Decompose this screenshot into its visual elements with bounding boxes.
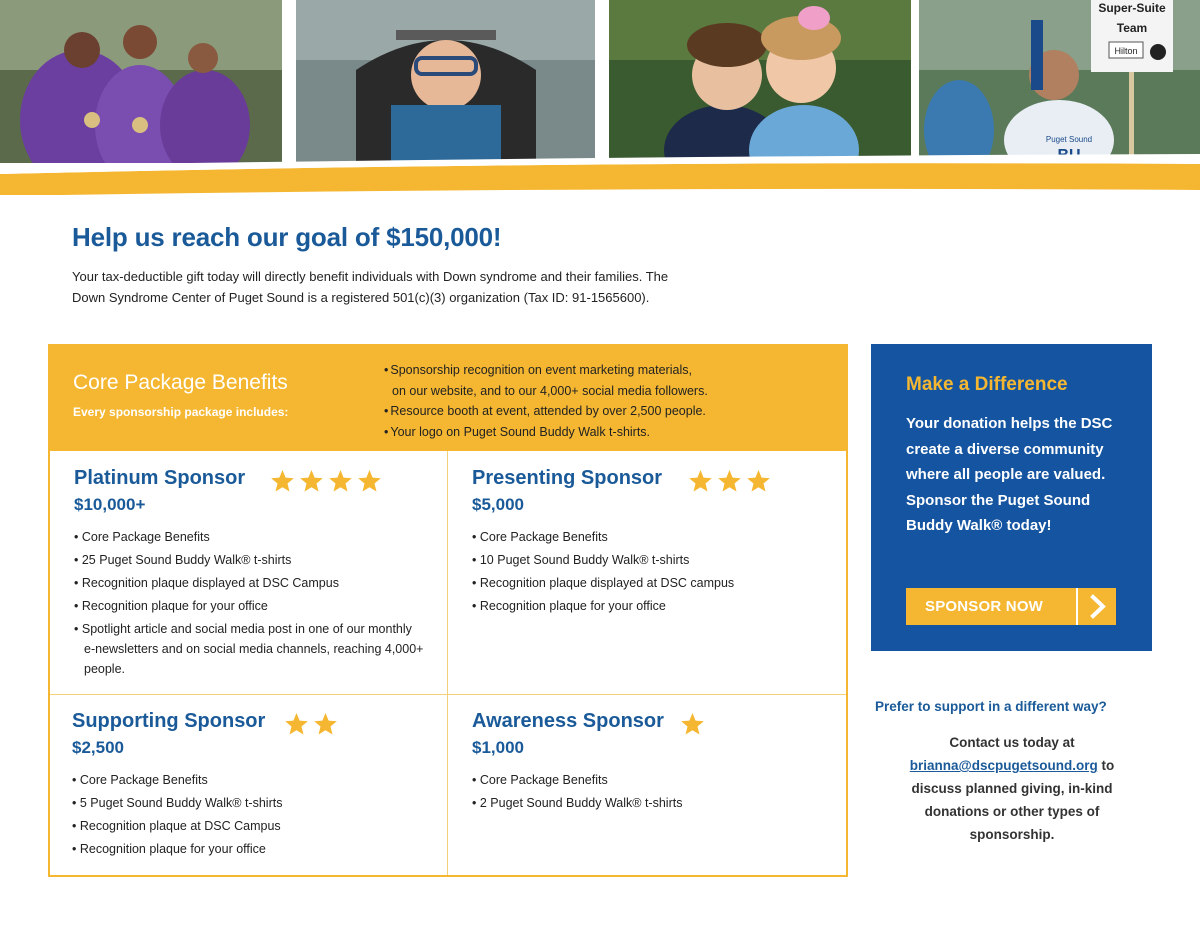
- tier-benefit-item: • Recognition plaque for your office: [74, 596, 424, 616]
- tier-stars: [688, 469, 771, 493]
- star-icon: [746, 469, 771, 493]
- photo-two-girls: [609, 0, 911, 163]
- make-a-difference-panel: [871, 344, 1152, 651]
- sign-text-2: Team: [1116, 21, 1148, 35]
- tier-price: $5,000: [472, 495, 524, 514]
- star-icon: [688, 469, 713, 493]
- tier-price: $1,000: [472, 738, 524, 757]
- other-support-question: Prefer to support in a different way?: [875, 699, 1107, 714]
- core-package-banner: [48, 344, 848, 451]
- goal-heading: Help us reach our goal of $150,000!: [72, 222, 502, 252]
- tier-presenting: [472, 467, 822, 619]
- make-a-difference-body: Your donation helps the DSC create a diverse community where all people are valued. Sponsor the Puget Sound Buddy Walk® today!: [906, 415, 1113, 534]
- contact-text-before: Contact us today at: [949, 735, 1075, 750]
- tier-awareness: [472, 710, 822, 816]
- tier-price: $10,000+: [74, 495, 146, 514]
- tier-benefit-item: • 10 Puget Sound Buddy Walk® t-shirts: [472, 550, 822, 570]
- tier-supporting: [72, 710, 422, 862]
- tier-benefit-item: • Spotlight article and social media post in one of our monthly e-newsletters and on social media channels, reaching 4,000+ people.: [74, 619, 424, 679]
- core-package-subtitle: Every sponsorship package includes:: [73, 405, 289, 419]
- star-icon: [357, 469, 382, 493]
- photo-team-sign: [919, 0, 1200, 163]
- intro-line-2: Down Syndrome Center of Puget Sound is a registered 501(c)(3) organization (Tax ID: 91-1565600).: [72, 290, 650, 305]
- tier-name: Presenting Sponsor: [472, 467, 663, 489]
- contact-paragraph: [884, 731, 1140, 846]
- tier-benefit-item: • Core Package Benefits: [72, 770, 422, 790]
- sponsor-tiers-grid: [48, 451, 848, 877]
- tier-stars: [284, 712, 338, 736]
- grid-divider-vertical: [447, 451, 448, 875]
- grid-divider-horizontal: [50, 694, 846, 695]
- star-icon: [299, 469, 324, 493]
- yellow-wave-divider: [0, 150, 1200, 195]
- tier-benefit-item: • Core Package Benefits: [74, 527, 424, 547]
- star-icon: [284, 712, 309, 736]
- tier-benefit-item: • Recognition plaque displayed at DSC campus: [472, 573, 822, 593]
- contact-email-link[interactable]: brianna@dscpugetsound.org: [909, 758, 1098, 773]
- core-package-title: Core Package Benefits: [73, 371, 288, 394]
- intro-paragraph: [72, 266, 772, 308]
- tier-benefit-item: • Recognition plaque at DSC Campus: [72, 816, 422, 836]
- chevron-right-icon: [1086, 594, 1110, 619]
- photo-walkers-medals: [0, 0, 282, 163]
- core-benefits-list: [384, 360, 708, 442]
- star-icon: [717, 469, 742, 493]
- tier-benefit-item: • 25 Puget Sound Buddy Walk® t-shirts: [74, 550, 424, 570]
- contact-text-after: to discuss planned giving, in-kind donations or other types of sponsorship.: [911, 758, 1115, 842]
- star-icon: [328, 469, 353, 493]
- tier-benefit-item: • Recognition plaque for your office: [72, 839, 422, 859]
- tier-benefit-item: • Core Package Benefits: [472, 527, 822, 547]
- tier-price: $2,500: [72, 738, 124, 757]
- core-benefit-item: • Sponsorship recognition on event marketing materials, on our website, and to our 4,000+ social media followers.: [384, 363, 708, 398]
- tier-benefit-item: • Recognition plaque for your office: [472, 596, 822, 616]
- tier-platinum: [74, 467, 424, 682]
- star-icon: [313, 712, 338, 736]
- tier-benefit-item: • Recognition plaque displayed at DSC Campus: [74, 573, 424, 593]
- tier-benefit-item: • 5 Puget Sound Buddy Walk® t-shirts: [72, 793, 422, 813]
- tier-benefit-item: • 2 Puget Sound Buddy Walk® t-shirts: [472, 793, 822, 813]
- tier-name: Supporting Sponsor: [72, 710, 266, 732]
- sign-text-1: Super-Suite: [1098, 1, 1166, 15]
- tier-benefits-list: [472, 770, 822, 813]
- tier-benefit-item: • Core Package Benefits: [472, 770, 822, 790]
- sponsor-now-label: SPONSOR NOW: [925, 598, 1044, 615]
- sign-brand: Hilton: [1114, 46, 1138, 56]
- star-icon: [270, 469, 295, 493]
- intro-line-1: Your tax-deductible gift today will directly benefit individuals with Down syndrome and their families. The: [72, 269, 669, 284]
- core-benefit-item: • Resource booth at event, attended by over 2,500 people.: [384, 404, 706, 418]
- shirt-text-1: Puget Sound: [1045, 135, 1093, 144]
- tier-stars: [270, 469, 382, 493]
- tier-benefits-list: [472, 527, 822, 616]
- sponsor-now-button[interactable]: [906, 588, 1116, 625]
- photo-child-stroller: [296, 0, 595, 163]
- star-icon: [680, 712, 705, 736]
- make-a-difference-title: Make a Difference: [906, 374, 1068, 395]
- photo-strip: [0, 0, 1200, 165]
- tier-benefits-list: [74, 527, 424, 679]
- tier-name: Awareness Sponsor: [472, 710, 664, 732]
- tier-stars: [680, 712, 705, 736]
- button-separator: [1076, 588, 1078, 625]
- tier-benefits-list: [72, 770, 422, 859]
- tier-name: Platinum Sponsor: [74, 467, 246, 489]
- core-benefit-item: • Your logo on Puget Sound Buddy Walk t-shirts.: [384, 424, 651, 439]
